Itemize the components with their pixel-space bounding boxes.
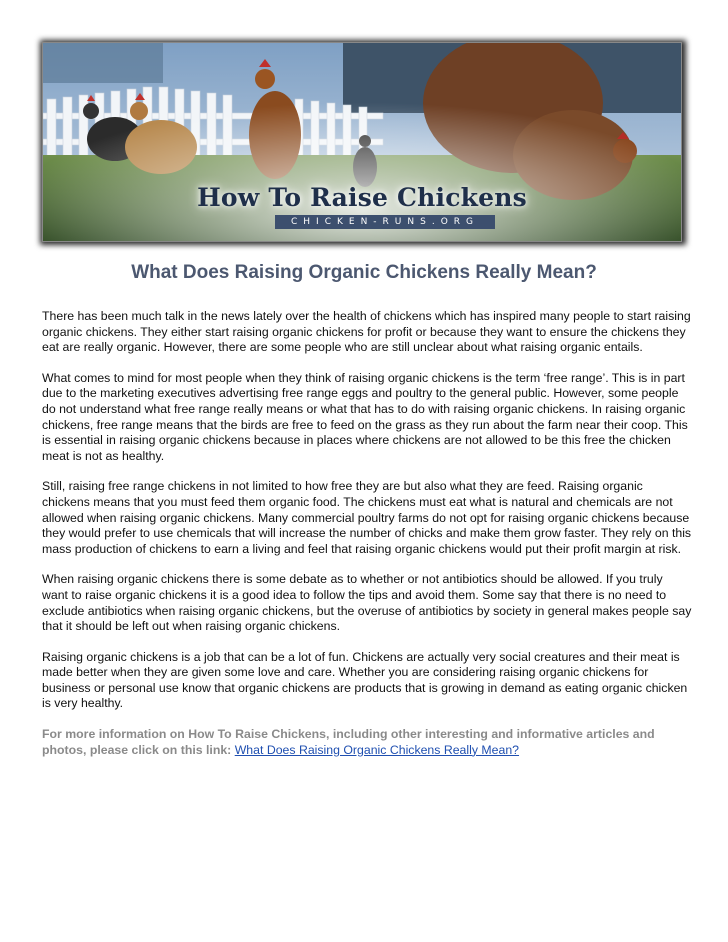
more-info-paragraph (42, 727, 692, 758)
article-paragraph: Raising organic chickens is a job that can be a lot of fun. Chickens are actually very social creatures and their meat is made better when they are given some love and care. Whether you are considering raising organic chickens for business or personal use know that organic chickens are products that is growing in demand as eating organic chicken is very healthy. (42, 649, 688, 711)
banner-title: How To Raise Chickens (197, 183, 527, 212)
more-info-text: For more information on How To Raise Chickens, including other interesting and informative articles and photos, please click on this link: (42, 727, 655, 757)
article-paragraph: When raising organic chickens there is some debate as to whether or not antibiotics should be allowed. If you truly want to raise organic chickens it is a good idea to follow the tips and avoid them. Some say that there is no need to exclude antibiotics when raising organic chickens, but the overuse of antibiotics by society in general makes people say that it should be left out when raising organic chickens. (42, 572, 692, 634)
article-link[interactable]: What Does Raising Organic Chickens Really Mean? (234, 742, 520, 757)
banner-subtitle: CHICKEN-RUNS.ORG (275, 215, 495, 229)
article-paragraph: Still, raising free range chickens in not limited to how free they are but also what they are feed. Raising organic chickens means that you must feed them organic food. The chickens must eat what is natural and chemicals are not allowed when raising organic chickens. Many commercial poultry farms do not opt for raising organic chickens because they would prefer to use chemicals that will increase the number of chicks and make them grow faster. They rely on this mass production of chickens to earn a living and feel that raising organic chickens would put their profit margin at risk. (42, 479, 692, 556)
article-body (42, 309, 692, 773)
header-banner (42, 42, 682, 242)
article-title: What Does Raising Organic Chickens Really Mean? (131, 262, 597, 283)
article-paragraph: What comes to mind for most people when they think of raising organic chickens is the term ‘free range’. This is in part due to the marketing executives advertising free range eggs and poultry to the general public. However, some people do not understand what free range really means or what that has to do with raising organic chickens. In raising organic chickens, free range means that the birds are free to feed on the grass as they run about the farm near their coop. This is essential in raising organic chickens because in places where chickens are not allowed to be this free the chicken meat is not as healthy. (42, 370, 688, 463)
article-paragraph: There has been much talk in the news lately over the health of chickens which has inspired many people to start raising organic chickens. They either start raising organic chickens for profit or because they want to ensure the chickens they eat are really organic. However, there are some people who are still unclear about what raising organic entails. (42, 309, 691, 355)
